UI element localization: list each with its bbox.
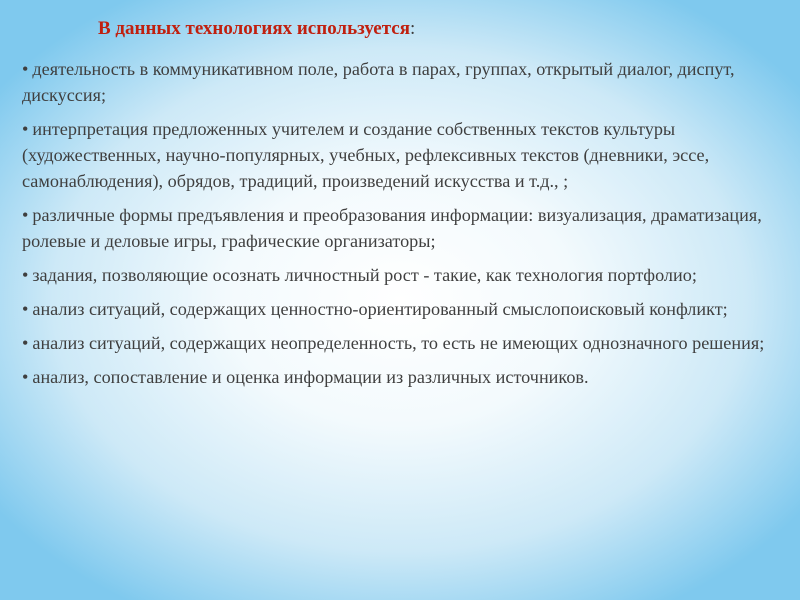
bullet-icon: • — [22, 333, 29, 353]
list-item — [22, 116, 782, 194]
bullet-icon: • — [22, 59, 29, 79]
list-item — [22, 262, 782, 288]
list-item — [22, 364, 782, 390]
list-item-text: задания, позволяющие осознать личностный рост - такие, как технология портфолио; — [32, 265, 697, 285]
bullet-icon: • — [22, 299, 29, 319]
list-item-text: анализ ситуаций, содержащих ценностно-ориентированный смыслопоисковый конфликт; — [32, 299, 728, 319]
list-item-text: анализ, сопоставление и оценка информации из различных источников. — [32, 367, 589, 387]
bullet-icon: • — [22, 119, 29, 139]
list-item — [22, 202, 782, 254]
list-item — [22, 56, 782, 108]
list-item — [22, 330, 782, 356]
list-item-text: деятельность в коммуникативном поле, работа в парах, группах, открытый диалог, диспут, дискуссия; — [22, 59, 735, 105]
bullet-icon: • — [22, 205, 29, 225]
list-item — [22, 296, 782, 322]
list-item-text: анализ ситуаций, содержащих неопределенность, то есть не имеющих однозначного решения; — [32, 333, 765, 353]
list-item-text: интерпретация предложенных учителем и создание собственных текстов культуры (художественных, научно-популярных, учебных, рефлексивных текстов (дневники, эссе, самонаблюдения), обрядов, традиций, произведений искусства и т.д., ; — [22, 119, 710, 191]
slide-title-text: В данных технологиях используется — [98, 18, 411, 39]
list-item-text: различные формы предъявления и преобразования информации: визуализация, драматизация, ролевые и деловые игры, графические организаторы; — [22, 205, 762, 251]
slide-title-colon: : — [410, 18, 416, 39]
bullet-icon: • — [22, 265, 29, 285]
slide-title — [98, 18, 415, 40]
bullet-list — [22, 56, 782, 398]
bullet-icon: • — [22, 367, 29, 387]
